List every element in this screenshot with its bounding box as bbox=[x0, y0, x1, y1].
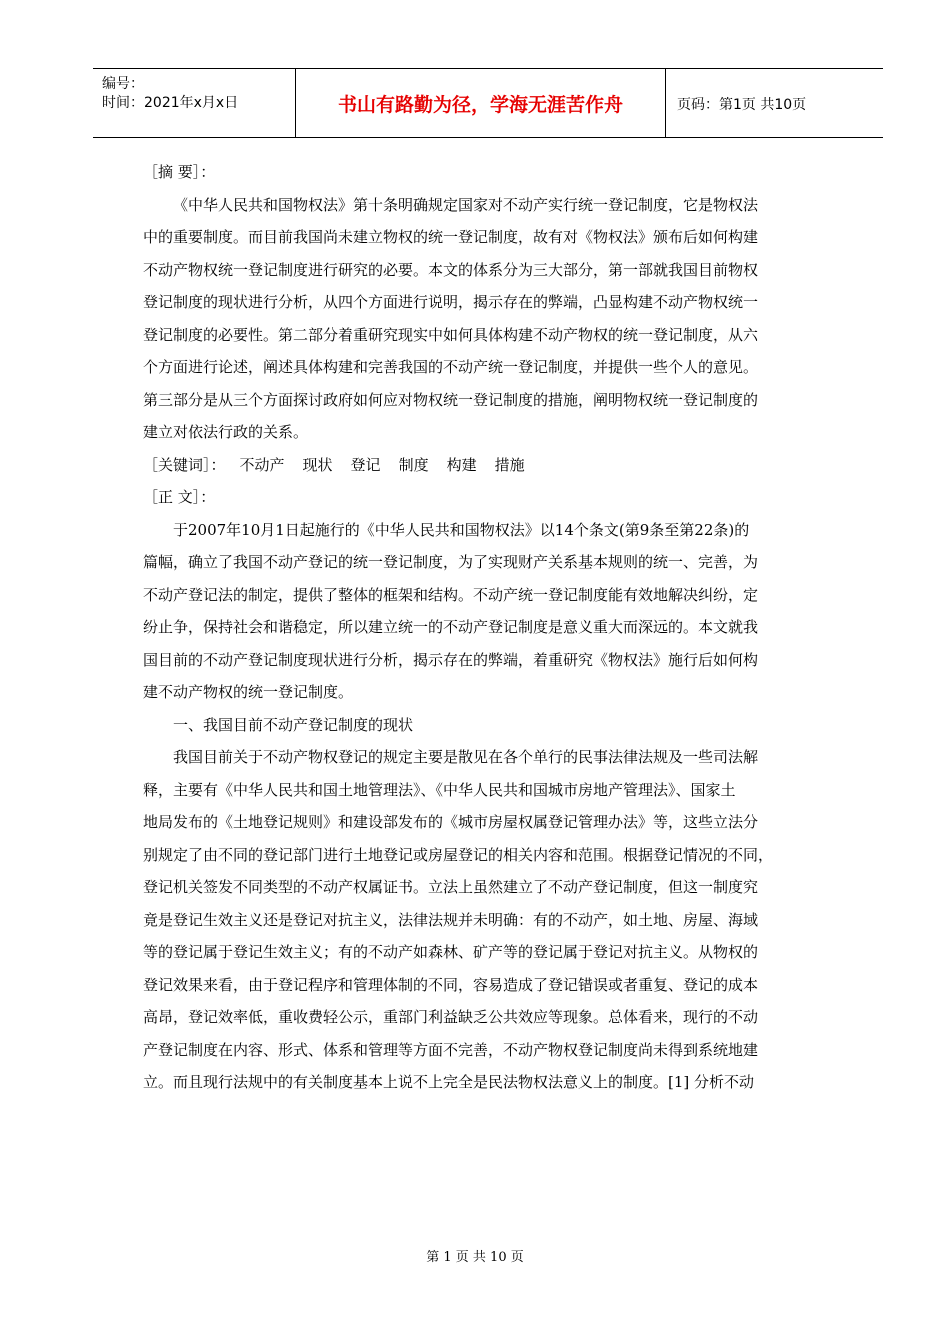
section-paragraph bbox=[143, 741, 848, 1099]
abstract-heading: ［摘 要］： bbox=[143, 163, 216, 181]
header-meta bbox=[102, 75, 238, 113]
text-line: 建立对依法行政的关系。 bbox=[143, 423, 309, 441]
text-line: 我国目前关于不动产物权登记的规定主要是散见在各个单行的民事法律法规及一些司法解 bbox=[173, 748, 759, 766]
text-line: 纷止争，保持社会和谐稳定，所以建立统一的不动产登记制度是意义重大而深远的。本文就我 bbox=[143, 618, 759, 636]
page-footer: 第 1 页 共 10 页 bbox=[426, 1250, 524, 1265]
text-line: 等的登记属于登记生效主义；有的不动产如森林、矿产等的登记属于登记对抗主义。从物权的 bbox=[143, 943, 759, 961]
keyword-list bbox=[240, 456, 543, 474]
abstract-paragraph bbox=[143, 189, 848, 449]
document-body bbox=[143, 156, 848, 1099]
section-title: 一、我国目前不动产登记制度的现状 bbox=[173, 715, 414, 734]
keywords-heading: ［关键词］： bbox=[143, 455, 226, 474]
document-number: 编号： bbox=[102, 76, 144, 92]
text-line: 登记制度的现状进行分析，从四个方面进行说明，揭示存在的弊端，凸显构建不动产物权统一 bbox=[143, 293, 759, 311]
body-heading: ［正 文］： bbox=[143, 488, 216, 506]
text-line: 中的重要制度。而目前我国尚未建立物权的统一登记制度，故有对《物权法》颁布后如何构建 bbox=[143, 228, 759, 246]
text-line: 第三部分是从三个方面探讨政府如何应对物权统一登记制度的措施，阐明物权统一登记制度的 bbox=[143, 390, 759, 409]
text-line: 登记制度的必要性。第二部分着重研究现实中如何具体构建不动产物权的统一登记制度，从六 bbox=[143, 325, 759, 344]
text-line: 于2007年10月1日起施行的《中华人民共和国物权法》以14个条文(第9条至第22条)的 bbox=[173, 520, 750, 539]
text-line: 别规定了由不同的登记部门进行土地登记或房屋登记的相关内容和范围。根据登记情况的不同， bbox=[143, 845, 774, 864]
text-line: 释，主要有《中华人民共和国土地管理法》、《中华人民共和国城市房地产管理法》、国家土 bbox=[143, 780, 736, 799]
text-line: 地局发布的《土地登记规则》和建设部发布的《城市房屋权属登记管理办法》等，这些立法分 bbox=[143, 813, 759, 831]
header-page-number: 页码：第1页 共10页 bbox=[677, 97, 807, 113]
text-line: 建不动产物权的统一登记制度。 bbox=[143, 683, 354, 701]
text-line: 竟是登记生效主义还是登记对抗主义，法律法规并未明确：有的不动产，如土地、房屋、海域 bbox=[143, 910, 759, 929]
text-line: 篇幅，确立了我国不动产登记的统一登记制度，为了实现财产关系基本规则的统一、完善，为 bbox=[143, 553, 759, 571]
text-line: 高昂，登记效率低，重收费轻公示，重部门利益缺乏公共效应等现象。总体看来，现行的不动 bbox=[143, 1008, 759, 1026]
text-line: 《中华人民共和国物权法》第十条明确规定国家对不动产实行统一登记制度，它是物权法 bbox=[173, 195, 759, 214]
intro-paragraph bbox=[143, 514, 848, 709]
text-line: 产登记制度在内容、形式、体系和管理等方面不完善，不动产物权登记制度尚未得到系统地建 bbox=[143, 1040, 759, 1059]
keyword-item: 构建 bbox=[446, 455, 477, 474]
keywords-row bbox=[143, 449, 848, 482]
text-line: 个方面进行论述，阐述具体构建和完善我国的不动产统一登记制度，并提供一些个人的意见。 bbox=[143, 358, 759, 376]
keyword-item: 不动产 bbox=[239, 455, 285, 474]
text-line: 登记机关签发不同类型的不动产权属证书。立法上虽然建立了不动产登记制度，但这一制度究 bbox=[143, 878, 759, 896]
text-line: 国目前的不动产登记制度现状进行分析，揭示存在的弊端，着重研究《物权法》施行后如何构 bbox=[143, 650, 759, 669]
keyword-item: 登记 bbox=[350, 455, 381, 474]
document-time: 时间：2021年x月x日 bbox=[102, 95, 239, 111]
keyword-item: 措施 bbox=[494, 455, 525, 474]
header-motto: 书山有路勤为径，学海无涯苦作舟 bbox=[295, 69, 666, 137]
keyword-item: 制度 bbox=[398, 455, 429, 474]
keyword-item: 现状 bbox=[302, 455, 333, 474]
text-line: 不动产物权统一登记制度进行研究的必要。本文的体系分为三大部分，第一部就我国目前物权 bbox=[143, 260, 759, 279]
text-line: 登记效果来看，由于登记程序和管理体制的不同，容易造成了登记错误或者重复、登记的成本 bbox=[143, 975, 759, 994]
page-header bbox=[93, 68, 883, 138]
text-line: 不动产登记法的制定，提供了整体的框架和结构。不动产统一登记制度能有效地解决纠纷，定 bbox=[143, 585, 759, 604]
text-line: 立。而且现行法规中的有关制度基本上说不上完全是民法物权法意义上的制度。[1] 分析不动 bbox=[143, 1073, 755, 1091]
